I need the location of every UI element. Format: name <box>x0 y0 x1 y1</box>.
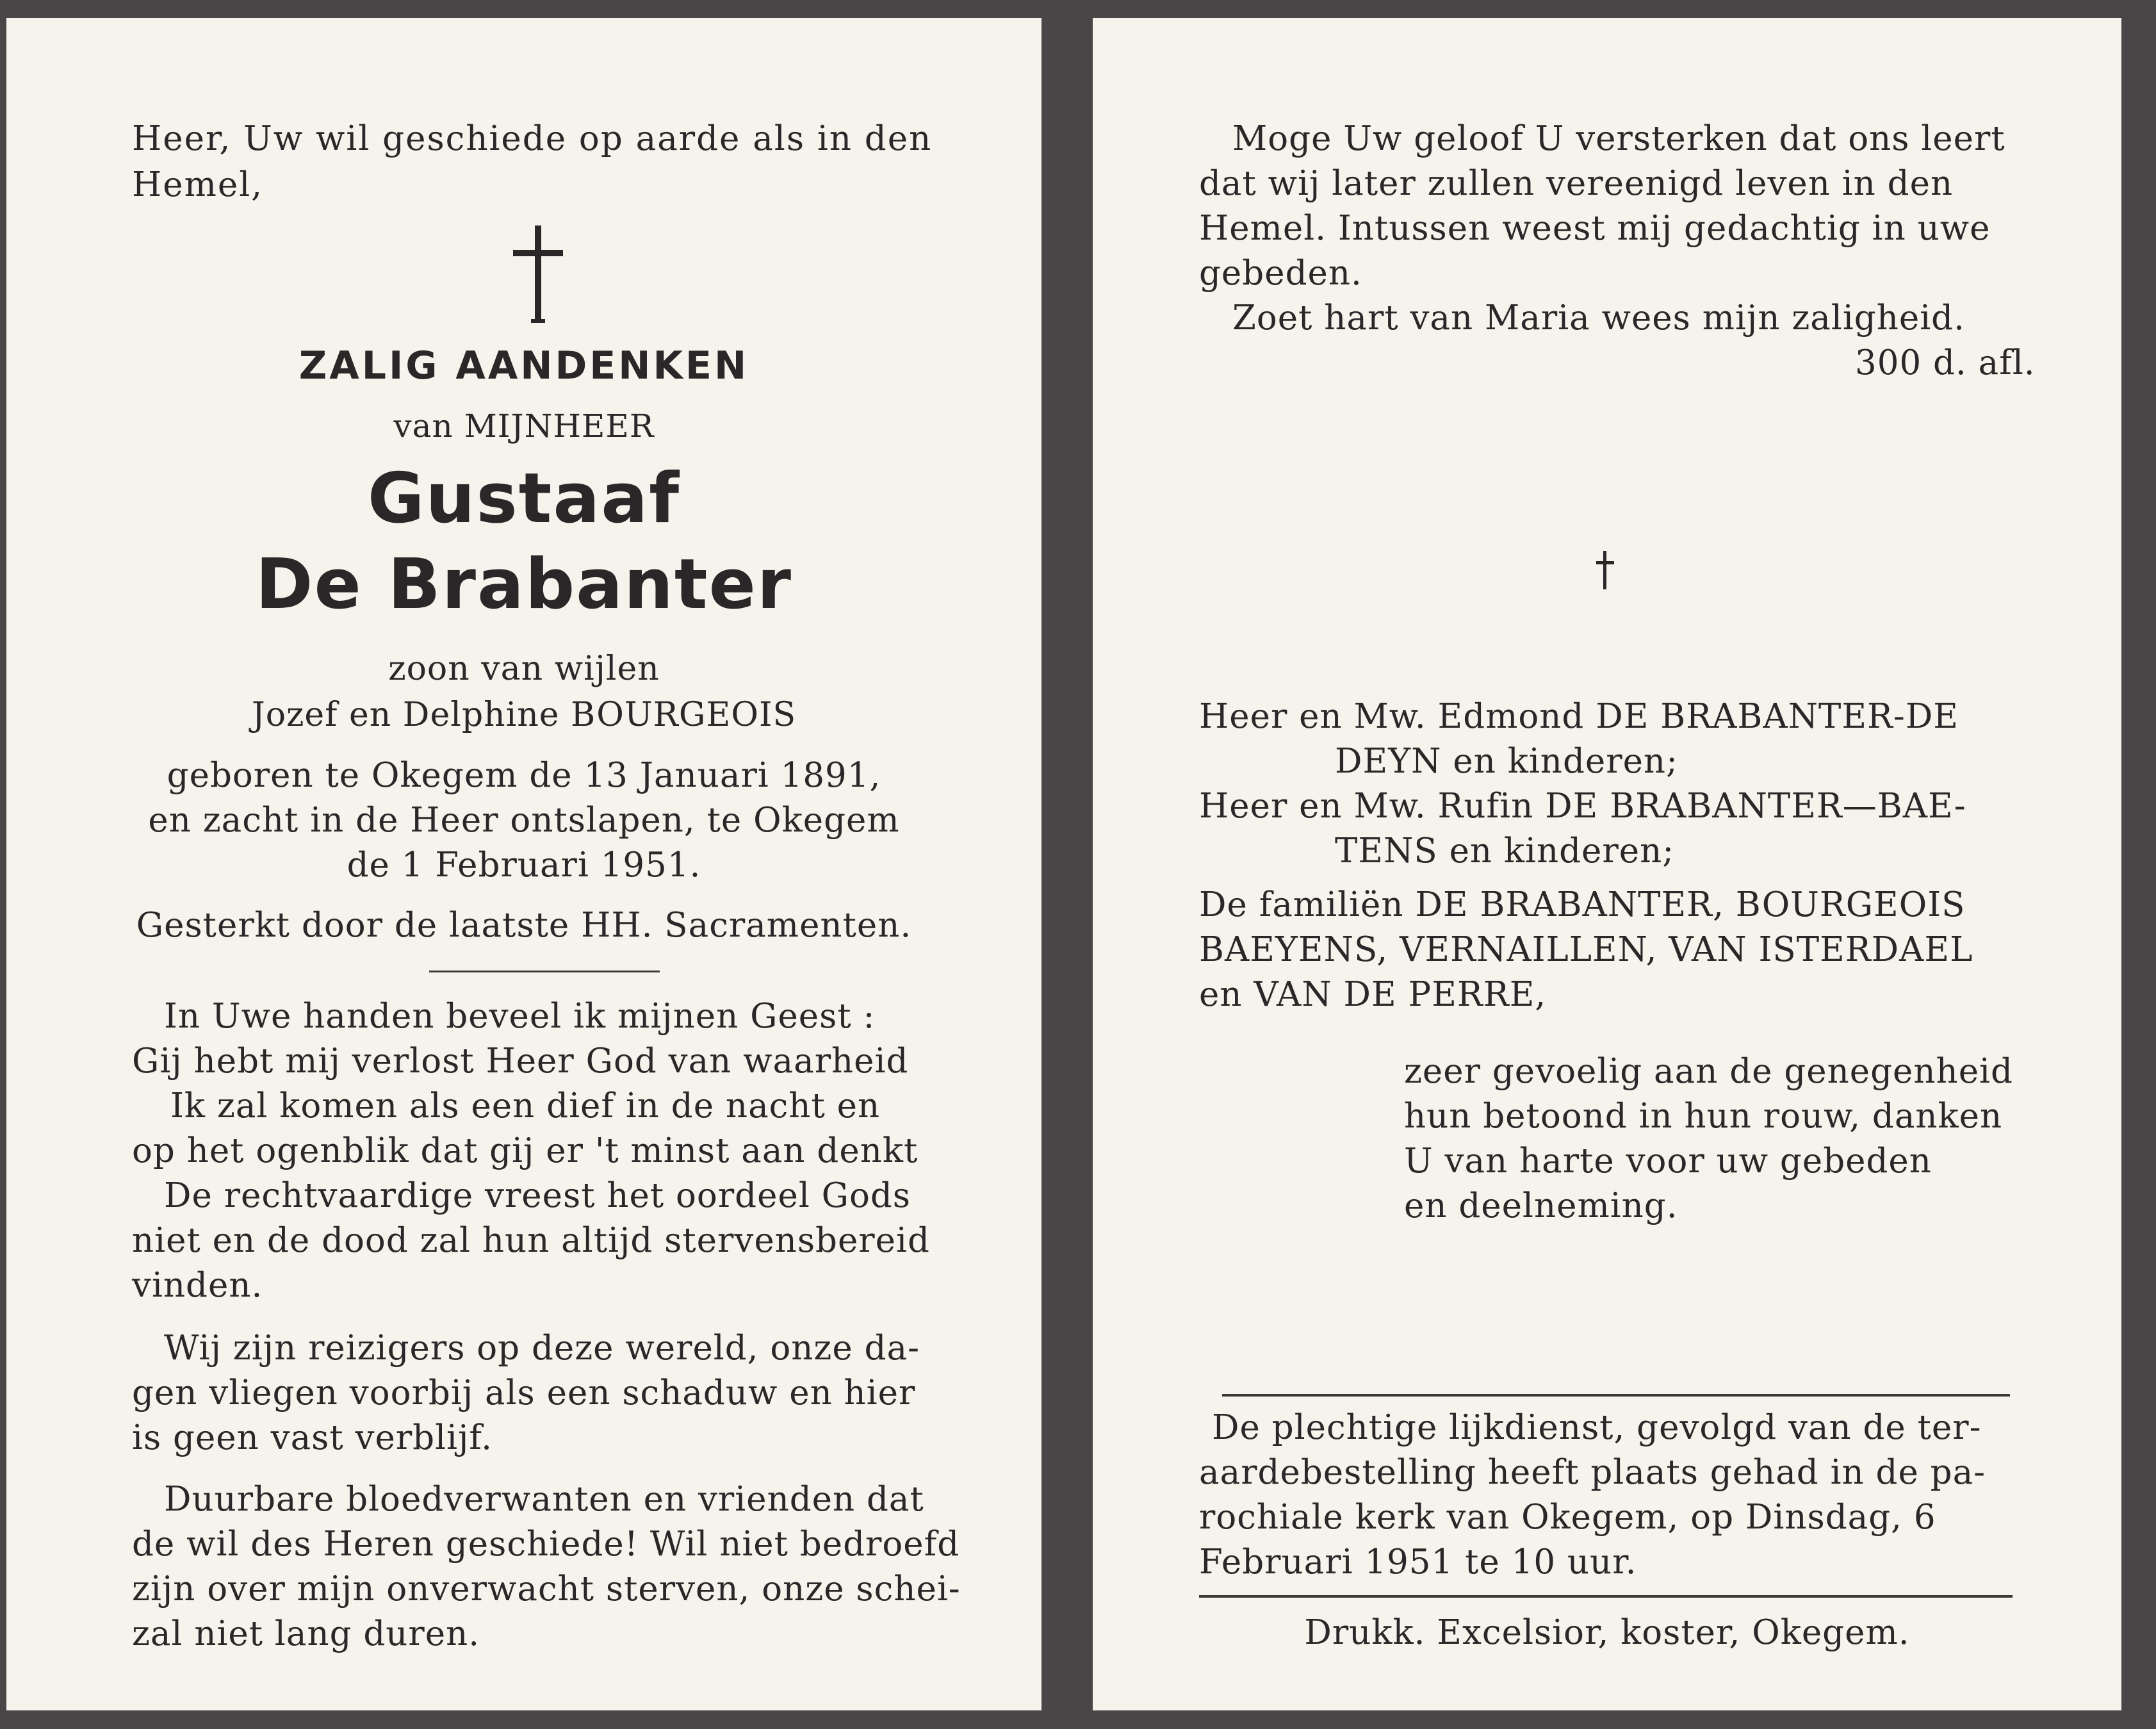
family-line: Heer en Mw. Rufin DE BRABANTER—BAE- <box>1199 787 1966 826</box>
prayer-line: Ik zal komen als een dief in de nacht en <box>170 1086 881 1126</box>
prayer-line: Gij hebt mij verlost Heer God van waarheid <box>132 1042 909 1081</box>
bottom-rule <box>1199 1595 2013 1598</box>
faith-line: Moge Uw geloof U versterken dat ons leert <box>1232 119 2005 158</box>
family-line: BAEYENS, VERNAILLEN, VAN ISTERDAEL <box>1199 930 1973 969</box>
faith-line: gebeden. <box>1199 254 1362 293</box>
birth-line: geboren te Okegem de 13 Januari 1891, <box>167 756 881 795</box>
family-line: De familiën DE BRABANTER, BOURGEOIS <box>1199 885 1966 924</box>
maria-line: Zoet hart van Maria wees mijn zaligheid. <box>1232 299 1965 338</box>
subtitle: van MIJNHEER <box>393 407 655 445</box>
family-line: Heer en Mw. Edmond DE BRABANTER-DE <box>1199 697 1959 736</box>
intro-line-1: Heer, Uw wil geschiede op aarde als in den <box>132 119 933 158</box>
thanks-line: en deelneming. <box>1404 1186 1678 1225</box>
prayer-line: De rechtvaardige vreest het oordeel Gods <box>164 1176 911 1215</box>
travelers-line: Wij zijn reizigers op deze wereld, onze da- <box>164 1329 920 1368</box>
title: ZALIG AANDENKEN <box>298 343 749 388</box>
left-card <box>6 18 1041 1710</box>
faith-line: Hemel. Intussen weest mij gedachtig in uwe <box>1199 209 1991 248</box>
sacraments-line: Gesterkt door de laatste HH. Sacramenten. <box>136 906 912 945</box>
name-first: Gustaaf <box>367 459 681 539</box>
intro-line-2: Hemel, <box>132 165 264 204</box>
funeral-line: rochiale kerk van Okegem, op Dinsdag, 6 <box>1199 1498 1936 1537</box>
thanks-line: zeer gevoelig aan de genegenheid <box>1404 1052 2013 1091</box>
small-cross-icon <box>1592 550 1618 591</box>
farewell-line: de wil des Heren geschiede! Wil niet bedroefd <box>132 1525 960 1564</box>
parents-line-1: zoon van wijlen <box>388 650 660 688</box>
funeral-line: De plechtige lijkdienst, gevolgd van de ter- <box>1212 1408 1982 1447</box>
name-last: De Brabanter <box>255 545 793 625</box>
thanks-line: U van harte voor uw gebeden <box>1404 1142 1932 1181</box>
travelers-line: is geen vast verblijf. <box>132 1418 493 1457</box>
death-date-line: de 1 Februari 1951. <box>347 846 701 885</box>
travelers-line: gen vliegen voorbij als een schaduw en hier <box>132 1373 916 1413</box>
divider-rule <box>429 971 660 972</box>
farewell-line: zal niet lang duren. <box>132 1614 480 1653</box>
faith-line: dat wij later zullen vereenigd leven in den <box>1199 164 1954 203</box>
prayer-line: niet en de dood zal hun altijd stervensbereid <box>132 1221 930 1260</box>
farewell-line: zijn over mijn onverwacht sterven, onze schei- <box>132 1569 961 1609</box>
prayer-line: op het ogenblik dat gij er 't minst aan denkt <box>132 1131 919 1170</box>
prayer-line: vinden. <box>132 1266 263 1305</box>
thanks-line: hun betoond in hun rouw, danken <box>1404 1097 2003 1136</box>
printer-line: Drukk. Excelsior, koster, Okegem. <box>1304 1613 1910 1652</box>
family-line: DEYN en kinderen; <box>1335 742 1678 781</box>
right-card <box>1093 18 2121 1710</box>
funeral-line: aardebestelling heeft plaats gehad in de pa- <box>1199 1453 1986 1492</box>
indulgence: 300 d. afl. <box>1855 343 2036 382</box>
family-line: en VAN DE PERRE, <box>1199 975 1547 1014</box>
top-rule <box>1222 1394 2010 1397</box>
funeral-line: Februari 1951 te 10 uur. <box>1199 1543 1637 1582</box>
prayer-line: In Uwe handen beveel ik mijnen Geest : <box>164 997 876 1036</box>
family-line: TENS en kinderen; <box>1335 832 1675 871</box>
parents-line-2: Jozef en Delphine BOURGEOIS <box>251 696 797 734</box>
cross-icon <box>509 223 567 325</box>
death-line: en zacht in de Heer ontslapen, te Okegem <box>148 801 900 840</box>
farewell-line: Duurbare bloedverwanten en vrienden dat <box>164 1480 924 1519</box>
